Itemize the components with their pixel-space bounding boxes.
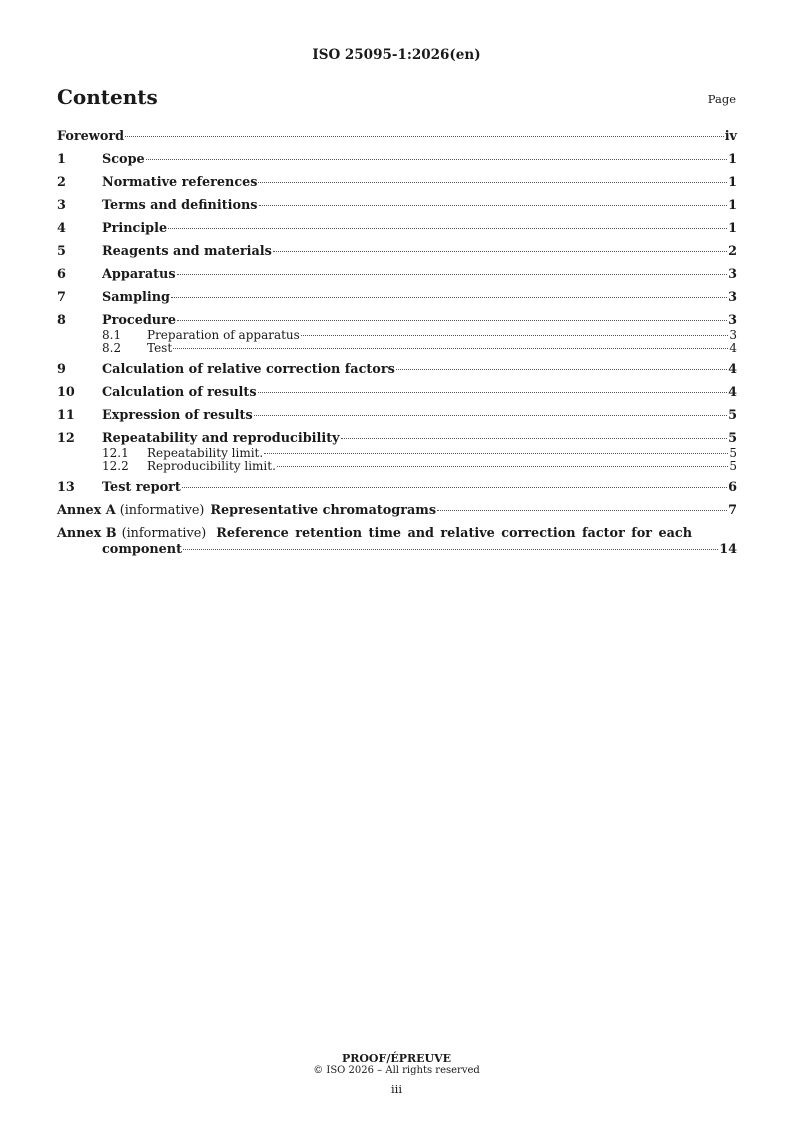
copyright-notice: © ISO 2026 – All rights reserved [313,1065,480,1076]
toc-entry-section-7[interactable] [57,290,737,306]
dot-leader [301,335,729,336]
toc-entry-number: 7 [57,290,66,305]
contents-heading: Contents [57,85,158,109]
toc-entry-title: Apparatus [102,267,176,282]
toc-entry-number: 12 [57,431,75,446]
dot-leader [273,251,727,252]
toc-entry-annex-b[interactable] [57,526,737,542]
toc-entry-number: 4 [57,221,66,236]
toc-entry-page: 3 [728,290,737,305]
toc-entry-title: Foreword [57,129,125,144]
toc-entry-page: 1 [728,175,737,190]
dot-leader [125,136,724,137]
toc-subentry-page: 5 [729,459,737,473]
toc-subentry-number: 12.1 [102,446,129,460]
toc-entry-title: Test report [102,480,181,495]
toc-subentry-page: 5 [729,446,737,460]
toc-entry-number: 10 [57,385,75,400]
toc-subentry-page: 3 [729,328,737,342]
toc-entry-number: 8 [57,313,66,328]
toc-subentry-title: Repeatability limit. [147,446,264,460]
toc-entry-number: 9 [57,362,66,377]
dot-leader [173,348,728,349]
dot-leader [171,297,727,298]
toc-subentry-number: 8.2 [102,341,122,355]
dot-leader [396,369,727,370]
page-column-label: Page [707,92,736,106]
toc-entry-title: Expression of results [102,408,253,423]
toc-subentry-title: Reproducibility limit. [147,459,276,473]
dot-leader [258,392,728,393]
toc-entry-number: 1 [57,152,66,167]
table-of-contents [57,129,737,558]
toc-entry-number: 5 [57,244,66,259]
toc-entry-page: iv [724,129,737,144]
dot-leader [168,228,727,229]
toc-entry-section-2[interactable] [57,175,737,191]
toc-entry-section-6[interactable] [57,267,737,283]
toc-entry-number: 11 [57,408,75,423]
toc-subentry-number: 12.2 [102,459,129,473]
toc-entry-page: 1 [728,198,737,213]
dot-leader [264,453,728,454]
toc-entry-title: Procedure [102,313,176,328]
toc-entry-page: 1 [728,152,737,167]
dot-leader [177,320,727,321]
toc-entry-page: 1 [728,221,737,236]
annex-page: 7 [728,503,737,518]
document-id-header: ISO 25095-1:2026(en) [312,47,481,63]
annex-title-line1: Reference retention time and relative correction factor for each [216,526,692,541]
toc-entry-page: 4 [728,362,737,377]
dot-leader [177,274,728,275]
annex-type: (informative) [119,503,205,518]
toc-entry-annex-b-continuation[interactable] [57,542,737,558]
toc-entry-page: 4 [728,385,737,400]
toc-entry-number: 13 [57,480,75,495]
toc-subentry-title: Preparation of apparatus [147,328,300,342]
toc-entry-title: Normative references [102,175,258,190]
annex-page: 14 [719,542,737,557]
toc-subentry-8-2[interactable] [57,342,737,355]
toc-entry-title: Scope [102,152,145,167]
page-footer [0,1052,793,1098]
toc-entry-section-12[interactable] [57,431,737,447]
toc-entry-annex-a[interactable] [57,503,737,519]
toc-entry-page: 6 [728,480,737,495]
toc-subentry-title: Test [147,341,173,355]
toc-entry-title: Repeatability and reproducibility [102,431,340,446]
toc-entry-section-1[interactable] [57,152,737,168]
toc-entry-section-3[interactable] [57,198,737,214]
toc-entry-number: 2 [57,175,66,190]
toc-entry-section-11[interactable] [57,408,737,424]
toc-subentry-12-2[interactable] [57,460,737,473]
dot-leader [146,159,727,160]
toc-entry-page: 2 [728,244,737,259]
toc-entry-section-8[interactable] [57,313,737,329]
toc-entry-title: Principle [102,221,168,236]
annex-label: Annex B [57,526,117,541]
dot-leader [182,487,727,488]
dot-leader [258,182,727,183]
dot-leader [341,438,728,439]
toc-entry-section-9[interactable] [57,362,737,378]
toc-entry-section-5[interactable] [57,244,737,260]
annex-title-line2: component [102,542,183,557]
toc-entry-section-13[interactable] [57,480,737,496]
toc-entry-number: 3 [57,198,66,213]
annex-label: Annex A [57,503,116,518]
proof-label: PROOF/ÉPREUVE [341,1052,452,1065]
toc-entry-section-4[interactable] [57,221,737,237]
annex-type: (informative) [121,526,207,541]
toc-entry-title: Calculation of relative correction factors [102,362,395,377]
toc-entry-title: Calculation of results [102,385,257,400]
dot-leader [254,415,727,416]
dot-leader [259,205,728,206]
dot-leader [277,466,728,467]
toc-entry-title: Reagents and materials [102,244,272,259]
toc-entry-page: 5 [728,431,737,446]
page-number: iii [390,1082,403,1096]
toc-entry-title: Terms and definitions [102,198,258,213]
toc-entry-page: 3 [728,267,737,282]
toc-subentry-page: 4 [729,341,737,355]
toc-entry-page: 5 [728,408,737,423]
toc-entry-foreword[interactable] [57,129,737,145]
dot-leader [183,549,718,550]
toc-entry-section-10[interactable] [57,385,737,401]
toc-entry-title: Sampling [102,290,170,305]
toc-entry-number: 6 [57,267,66,282]
annex-title: Representative chromatograms [210,503,437,518]
dot-leader [437,510,727,511]
toc-entry-page: 3 [728,313,737,328]
toc-subentry-number: 8.1 [102,328,122,342]
